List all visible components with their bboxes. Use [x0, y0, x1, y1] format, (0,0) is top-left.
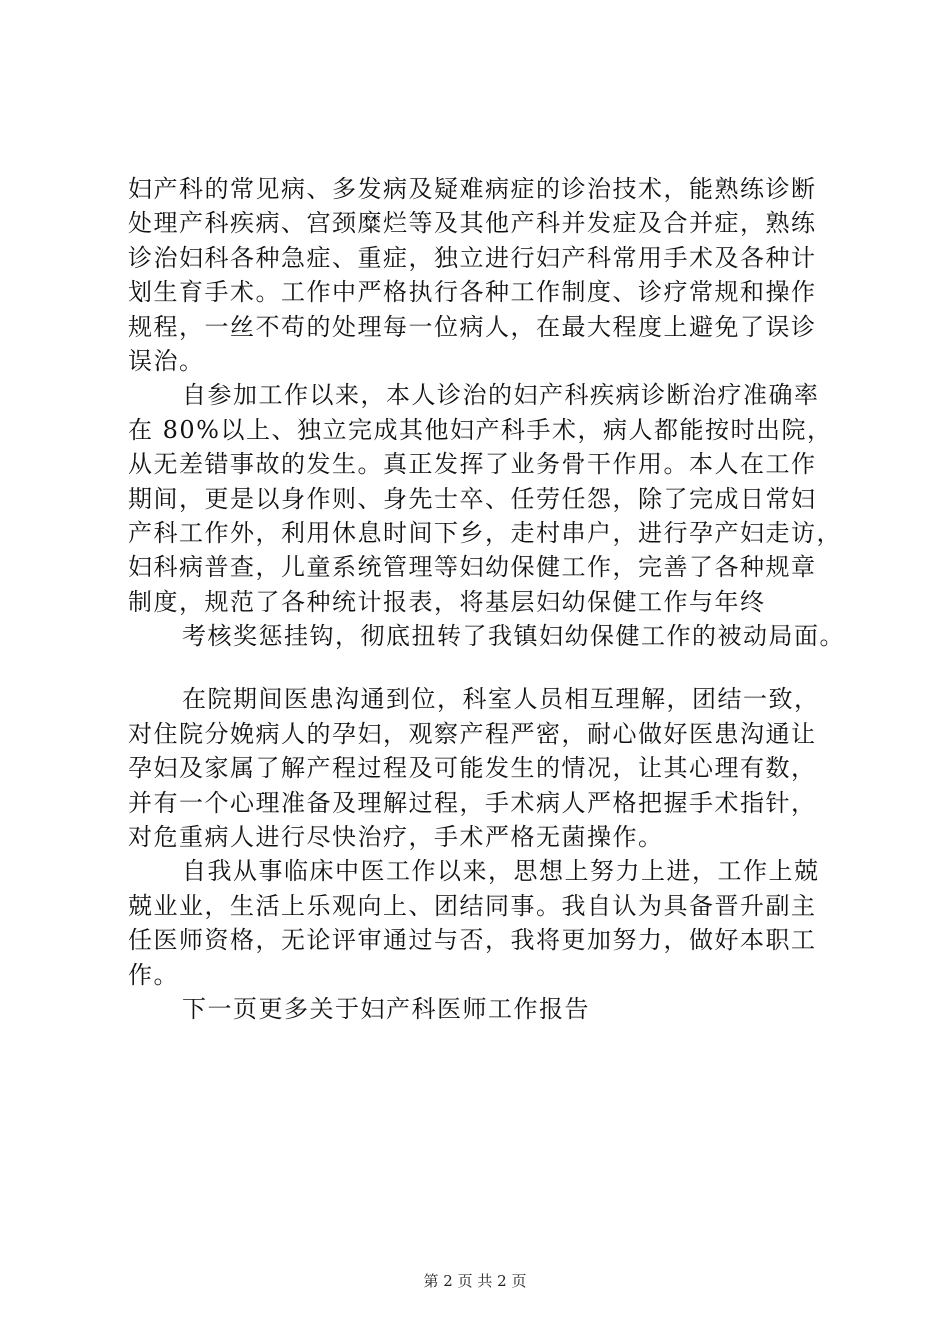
text-line: 孕妇及家属了解产程过程及可能发生的情况，让其心理有数， [128, 754, 817, 783]
text-line: 处理产科疾病、宫颈糜烂等及其他产科并发症及合并症，熟练 [128, 209, 817, 238]
text-line: 妇产科的常见病、多发病及疑难病症的诊治技术，能熟练诊断 [128, 175, 817, 203]
text-line: 兢业业，生活上乐观向上、团结同事。我自认为具备晋升副主 [128, 891, 817, 920]
text-line: 自参加工作以来，本人诊治的妇产科疾病诊断治疗准确率 [182, 381, 820, 410]
text-line: 期间，更是以身作则、身先士卒、任劳任怨，除了完成日常妇 [128, 484, 817, 513]
text-line: 诊治妇科各种急症、重症，独立进行妇产科常用手术及各种计 [128, 243, 817, 272]
text-line: 误治。 [128, 346, 205, 375]
paragraph-self-assessment [128, 854, 828, 992]
text-line: 制度，规范了各种统计报表，将基层妇幼保健工作与年终 [128, 587, 766, 616]
paragraph-next-page-note [128, 992, 828, 1026]
text-line: 妇科病普查，儿童系统管理等妇幼保健工作，完善了各种规章 [128, 553, 817, 582]
paragraph-spacer [128, 653, 828, 682]
text-line: 任医师资格，无论评审通过与否，我将更加努力，做好本职工 [128, 926, 817, 955]
text-line: 在 80%以上、独立完成其他妇产科手术，病人都能按时出院， [128, 415, 833, 444]
document-body [128, 172, 845, 1026]
text-line: 对危重病人进行尽快治疗，手术严格无菌操作。 [128, 823, 664, 852]
text-line: 对住院分娩病人的孕妇，观察产程严密，耐心做好医患沟通让 [128, 719, 817, 748]
text-line: 并有一个心理准备及理解过程，手术病人严格把握手术指针， [128, 788, 817, 817]
text-line: 自我从事临床中医工作以来，思想上努力上进，工作上兢 [182, 857, 820, 886]
text-line: 考核奖惩挂钩，彻底扭转了我镇妇幼保健工作的被动局面。 [182, 622, 845, 651]
paragraph-work-achievements [128, 378, 842, 619]
text-line: 从无差错事故的发生。真正发挥了业务骨干作用。本人在工作 [128, 450, 817, 479]
page-number-footer: 第 2 页 共 2 页 [423, 1272, 527, 1290]
text-line: 产科工作外，利用休息时间下乡，走村串户，进行孕产妇走访， [128, 518, 842, 547]
paragraph-assessment [128, 619, 845, 653]
paragraph-doctor-patient-communication [128, 682, 828, 854]
paragraph-diagnosis-skills [128, 172, 828, 378]
text-line: 规程，一丝不苟的处理每一位病人，在最大程度上避免了误诊 [128, 312, 817, 341]
text-line: 在院期间医患沟通到位，科室人员相互理解，团结一致， [182, 685, 820, 714]
text-line: 划生育手术。工作中严格执行各种工作制度、诊疗常规和操作 [128, 278, 817, 307]
text-line: 下一页更多关于妇产科医师工作报告 [182, 994, 590, 1023]
text-line: 作。 [128, 960, 179, 989]
